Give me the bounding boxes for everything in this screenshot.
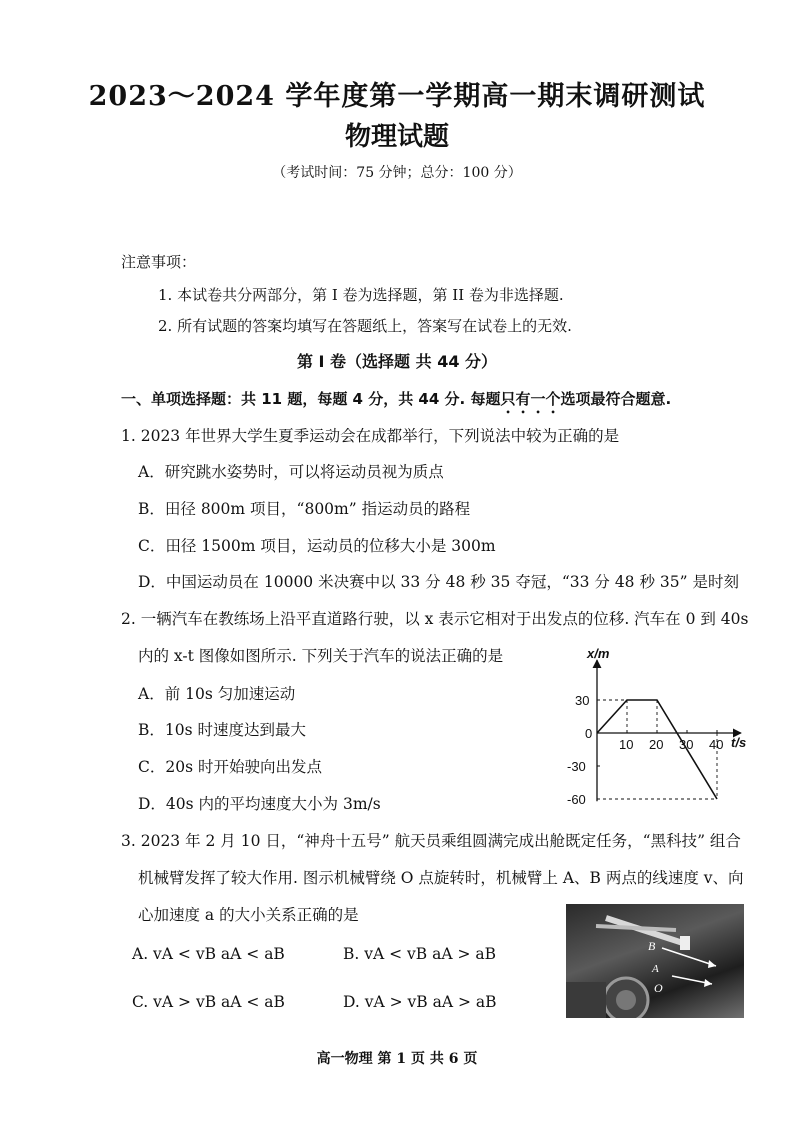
question-2-option-a: A．前 10s 匀加速运动 xyxy=(138,685,296,703)
question-2-stem-line1: 2. 一辆汽车在教练场上沿平直道路行驶，以 x 表示它相对于出发点的位移. 汽车在 0 到 40s xyxy=(121,610,749,628)
question-1-option-d: D．中国运动员在 10000 米决赛中以 33 分 48 秒 35 夺冠，“33 分 48 秒 35” 是时刻 xyxy=(138,573,739,591)
x-tick-label: 10 xyxy=(619,737,634,752)
notes-title: 注意事项： xyxy=(121,253,197,271)
question-3-option-b: B. vA < vB aA > aB xyxy=(343,945,497,963)
x-tick-label: 20 xyxy=(649,737,664,752)
question-2-option-b: B．10s 时速度达到最大 xyxy=(138,721,306,739)
y-tick-label: 30 xyxy=(575,693,590,708)
x-tick-label: 30 xyxy=(679,737,694,752)
question-1-stem: 1. 2023 年世界大学生夏季运动会在成都举行，下列说法中较为正确的是 xyxy=(121,427,620,445)
y-tick-label: -30 xyxy=(567,759,586,774)
section-heading xyxy=(121,388,671,417)
section-heading-part2: 选项最符合题意. xyxy=(560,390,672,408)
question-3-option-c: C. vA > vB aA < aB xyxy=(132,993,285,1011)
question-2-option-d: D．40s 内的平均速度大小为 3m/s xyxy=(138,795,381,813)
exam-info: （考试时间：75 分钟；总分：100 分） xyxy=(272,165,522,181)
robotic-arm-photo xyxy=(566,904,744,1018)
y-axis-label: x/m xyxy=(587,648,610,661)
note-item: 1. 本试卷共分两部分，第 I 卷为选择题，第 II 卷为非选择题. xyxy=(158,286,564,304)
question-1-option-c: C．田径 1500m 项目，运动员的位移大小是 300m xyxy=(138,537,496,555)
question-2-stem-line2: 内的 x-t 图像如图所示. 下列关于汽车的说法正确的是 xyxy=(138,647,504,665)
question-3-stem-line2: 机械臂发挥了较大作用. 图示机械臂绕 O 点旋转时，机械臂上 A、B 两点的线速度 v、向 xyxy=(138,869,744,887)
question-3-option-a: A. vA < vB aA < aB xyxy=(132,945,285,963)
exam-title: 2023～2024 学年度第一学期高一期末调研测试 xyxy=(88,81,706,112)
question-3-stem-line3: 心加速度 a 的大小关系正确的是 xyxy=(138,906,359,924)
section-heading-part1: 一、单项选择题：共 11 题，每题 4 分，共 44 分. 每题 xyxy=(121,390,501,408)
x-axis-label: t/s xyxy=(731,735,747,750)
page-footer: 高一物理 第 1 页 共 6 页 xyxy=(316,1051,478,1067)
note-item: 2. 所有试题的答案均填写在答题纸上，答案写在试卷上的无效. xyxy=(158,317,572,335)
question-1-option-a: A．研究跳水姿势时，可以将运动员视为质点 xyxy=(138,463,444,481)
question-3-option-d: D. vA > vB aA > aB xyxy=(343,993,497,1011)
x-t-graph xyxy=(560,648,750,808)
question-2-option-c: C．20s 时开始驶向出发点 xyxy=(138,758,322,776)
exam-subject: 物理试题 xyxy=(344,122,449,152)
photo-label-a: A xyxy=(652,963,659,975)
question-1-option-b: B．田径 800m 项目，“800m” 指运动员的路程 xyxy=(138,500,471,518)
photo-label-o: O xyxy=(654,981,663,995)
photo-label-b: B xyxy=(648,939,656,953)
section-title: 第 I 卷（选择题 共 44 分） xyxy=(296,352,498,371)
x-tick-label: 40 xyxy=(709,737,724,752)
section-heading-emphasis: 只有一个 xyxy=(500,390,561,408)
question-3-stem-line1: 3. 2023 年 2 月 10 日，“神舟十五号” 航天员乘组圆满完成出舱既定任务，“黑科技” 组合 xyxy=(121,832,741,850)
y-tick-label: -60 xyxy=(567,792,586,807)
origin-label: 0 xyxy=(585,726,593,741)
